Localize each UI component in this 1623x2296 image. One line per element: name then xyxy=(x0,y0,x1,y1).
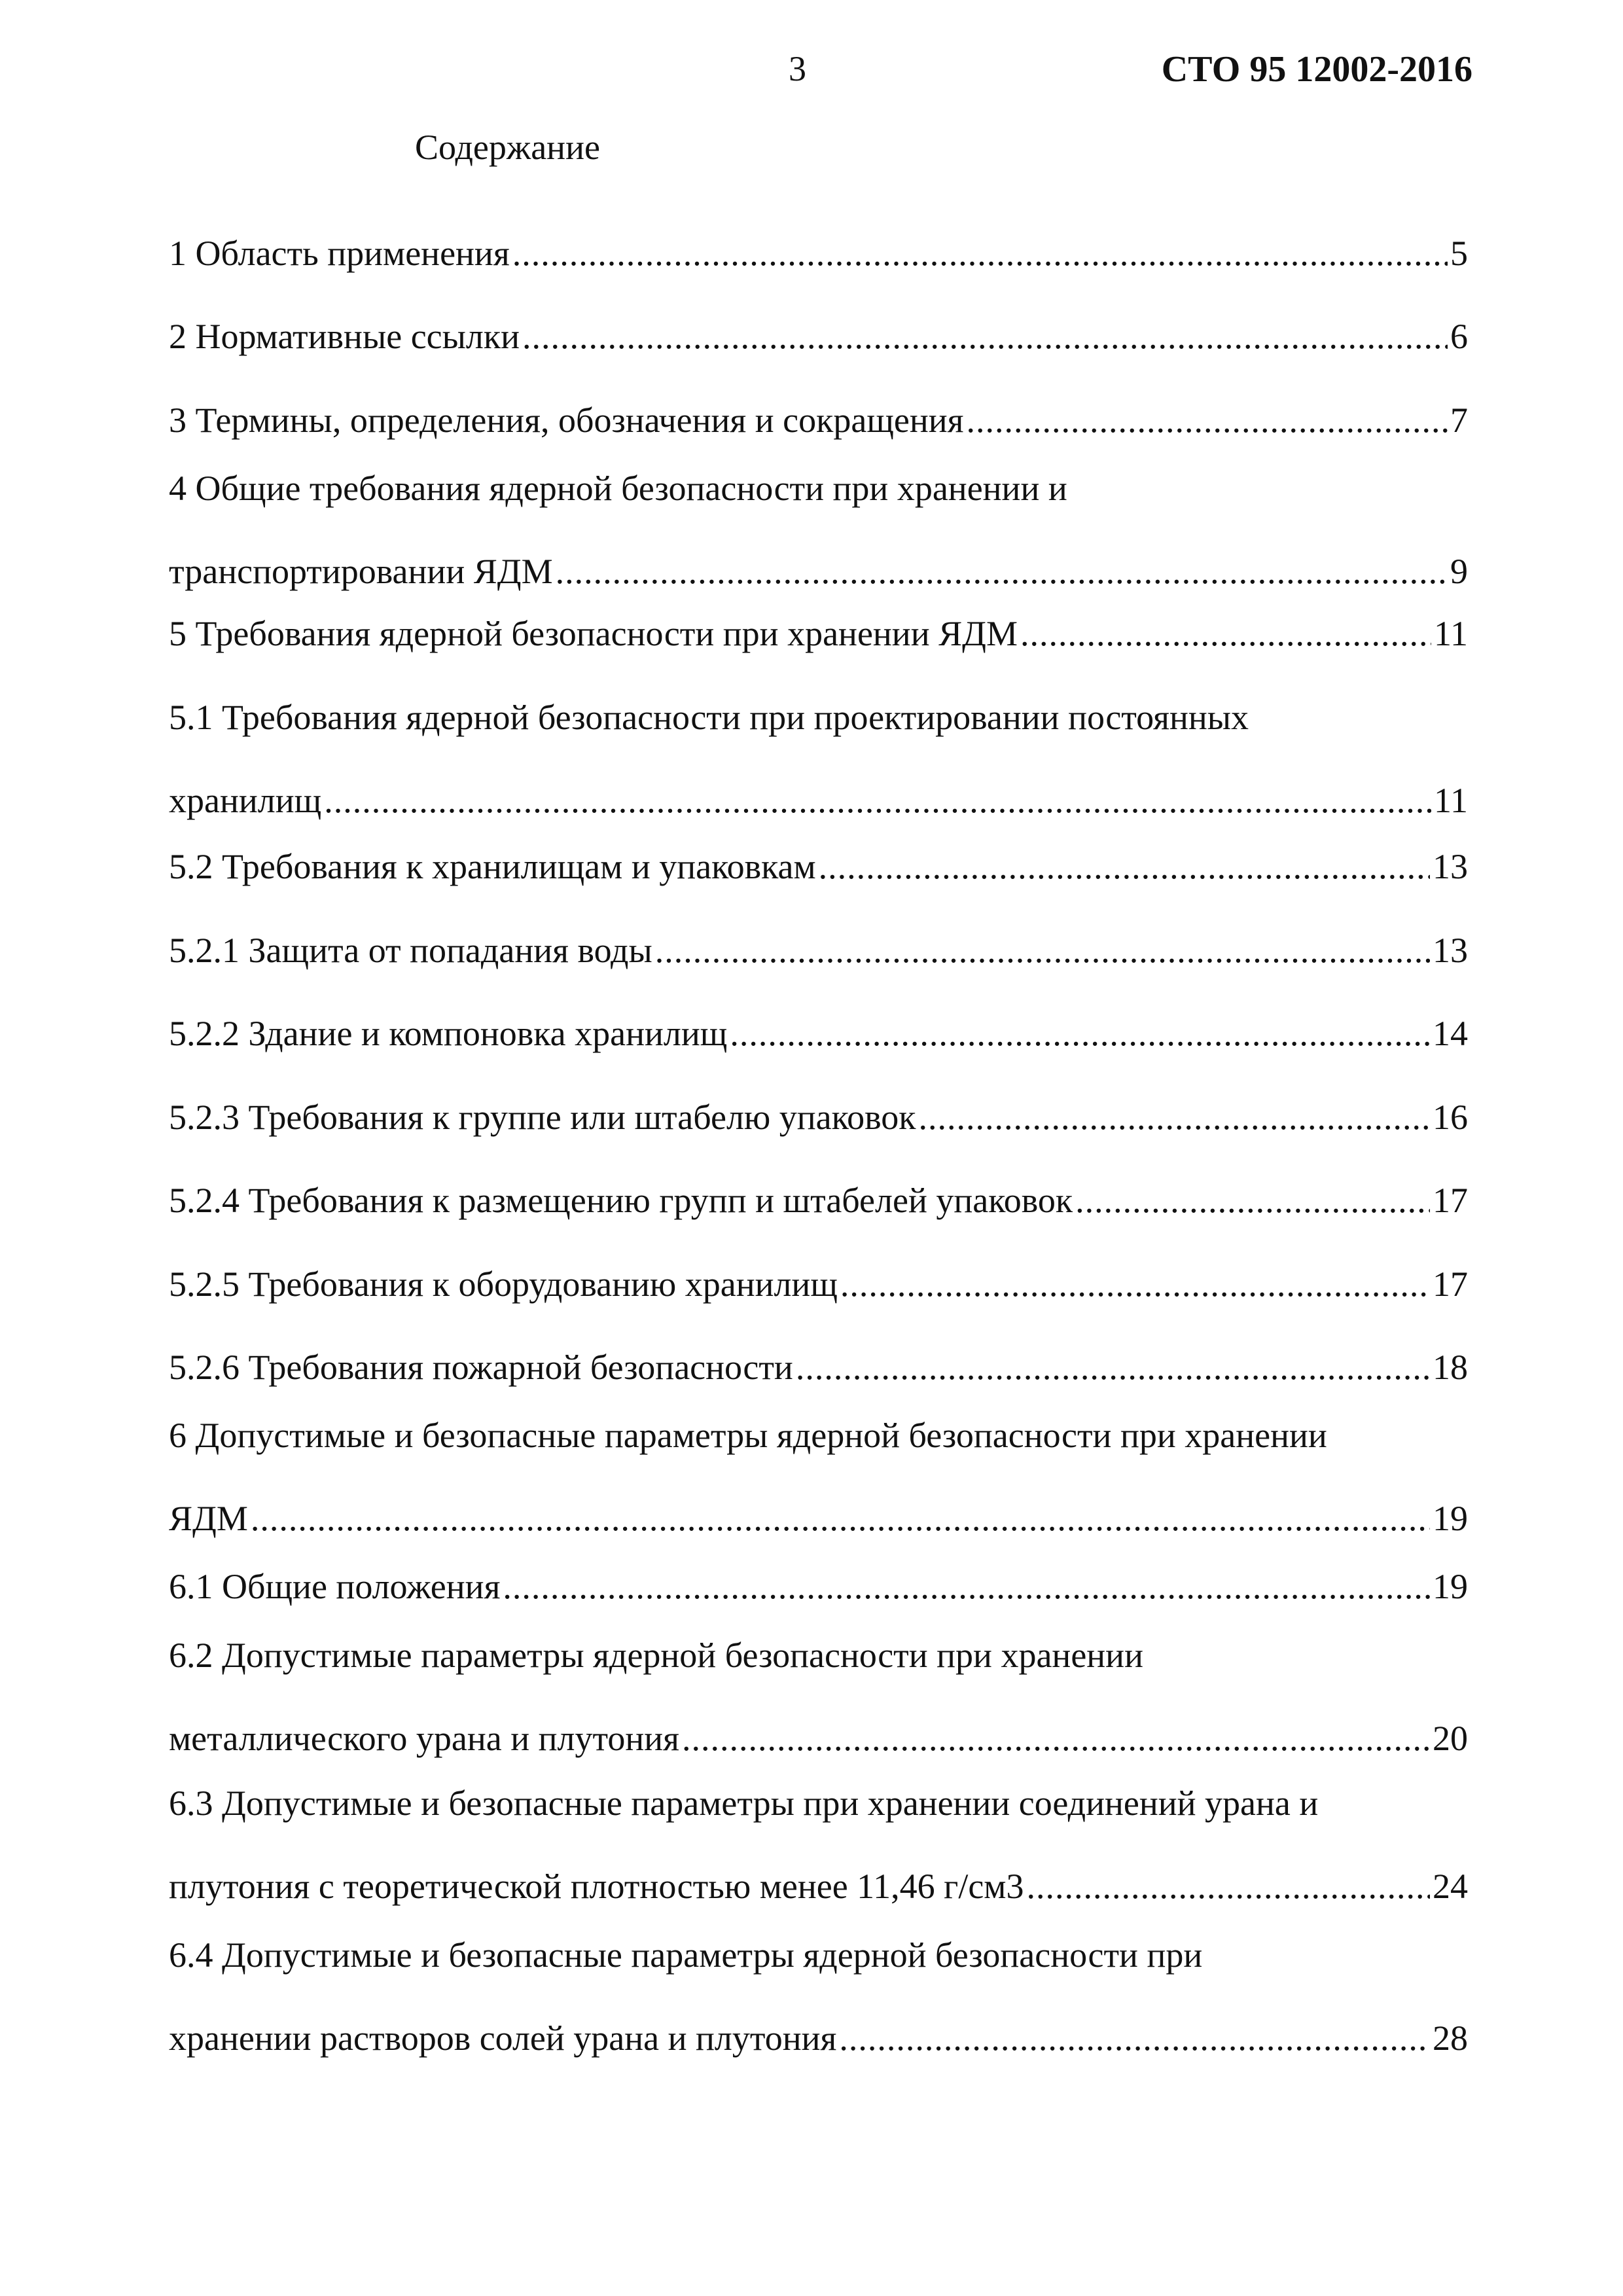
toc-leader-dots xyxy=(819,846,1430,888)
toc-leader-dots xyxy=(522,315,1448,357)
toc-entry-text: 5.2.2 Здание и компоновка хранилищ xyxy=(169,1014,728,1053)
toc-entry-14 xyxy=(169,1414,1468,1539)
toc-entry-text: 3 Термины, определения, обозначения и сокращения xyxy=(169,401,964,440)
toc-entry-first-line: 6.3 Допустимые и безопасные параметры при хранении соединений урана и xyxy=(169,1784,1319,1823)
toc-page-number: 18 xyxy=(1433,1348,1468,1387)
toc-entry-first-line: 6 Допустимые и безопасные параметры ядерной безопасности при хранении xyxy=(169,1416,1327,1455)
toc-leader-dots xyxy=(1026,1865,1430,1907)
toc-page-number: 17 xyxy=(1433,1181,1468,1220)
toc-leader-dots xyxy=(512,232,1448,274)
toc-page-number: 16 xyxy=(1433,1098,1468,1137)
toc-entry-text: металлического урана и плутония xyxy=(169,1719,679,1758)
toc-page-number: 19 xyxy=(1433,1499,1468,1538)
toc-entry-text: 5.2 Требования к хранилищам и упаковкам xyxy=(169,847,816,886)
page-number: 3 xyxy=(789,49,806,88)
toc-leader-dots xyxy=(503,1566,1430,1607)
toc-entry-text: 2 Нормативные ссылки xyxy=(169,317,520,356)
toc-entry-7 xyxy=(169,846,1468,888)
toc-page-number: 5 xyxy=(1450,234,1468,273)
toc-leader-dots xyxy=(324,780,1431,821)
toc-leader-dots xyxy=(1020,613,1431,655)
toc-leader-dots xyxy=(556,550,1448,592)
toc-leader-dots xyxy=(682,1717,1430,1759)
toc-page-number: 19 xyxy=(1433,1567,1468,1606)
toc-entry-text: 1 Область применения xyxy=(169,234,510,273)
toc-entry-15 xyxy=(169,1566,1468,1607)
document-code: СТО 95 12002-2016 xyxy=(1161,49,1472,90)
toc-entry-text: 5 Требования ядерной безопасности при хранении ЯДМ xyxy=(169,614,1018,653)
toc-entry-5 xyxy=(169,613,1468,655)
toc-entry-9 xyxy=(169,1013,1468,1054)
toc-entry-text: транспортировании ЯДМ xyxy=(169,552,553,591)
toc-entry-first-line: 4 Общие требования ядерной безопасности при хранении и xyxy=(169,469,1067,508)
toc-page-number: 11 xyxy=(1434,781,1468,820)
toc-entry-4 xyxy=(169,467,1468,592)
toc-leader-dots xyxy=(919,1096,1431,1138)
toc-entry-10 xyxy=(169,1096,1468,1138)
toc-leader-dots xyxy=(840,1263,1430,1305)
toc-leader-dots xyxy=(730,1013,1430,1054)
toc-entry-6 xyxy=(169,696,1468,821)
toc-entry-11 xyxy=(169,1179,1468,1221)
toc-page-number: 17 xyxy=(1433,1265,1468,1304)
toc-page-number: 13 xyxy=(1433,847,1468,886)
toc-entry-text: 5.2.5 Требования к оборудованию хранилищ xyxy=(169,1265,838,1304)
toc-entry-text: плутония с теоретической плотностью менее 11,46 г/см3 xyxy=(169,1867,1024,1906)
toc-entry-2 xyxy=(169,315,1468,357)
toc-entry-8 xyxy=(169,929,1468,971)
toc-leader-dots xyxy=(1075,1179,1430,1221)
toc-entry-13 xyxy=(169,1346,1468,1388)
toc-page-number: 14 xyxy=(1433,1014,1468,1053)
toc-entry-text: 5.2.1 Защита от попадания воды xyxy=(169,931,652,970)
toc-entry-text: хранении растворов солей урана и плутония xyxy=(169,2018,837,2058)
toc-leader-dots xyxy=(796,1346,1430,1388)
toc-entry-text: хранилищ xyxy=(169,781,322,820)
toc-entry-text: 5.2.3 Требования к группе или штабелю упаковок xyxy=(169,1098,916,1137)
toc-entry-12 xyxy=(169,1263,1468,1305)
toc-entry-text: 5.2.4 Требования к размещению групп и штабелей упаковок xyxy=(169,1181,1073,1220)
toc-entry-first-line: 6.2 Допустимые параметры ядерной безопасности при хранении xyxy=(169,1636,1143,1675)
toc-page-number: 20 xyxy=(1433,1719,1468,1758)
toc-entry-17 xyxy=(169,1782,1468,1907)
toc-title: Содержание xyxy=(415,128,600,167)
toc-entry-1 xyxy=(169,232,1468,274)
toc-page-number: 13 xyxy=(1433,931,1468,970)
toc-entry-16 xyxy=(169,1634,1468,1759)
toc-leader-dots xyxy=(251,1498,1430,1539)
toc-page-number: 6 xyxy=(1450,317,1468,356)
toc-entry-text: 5.2.6 Требования пожарной безопасности xyxy=(169,1348,793,1387)
toc-entry-first-line: 5.1 Требования ядерной безопасности при проектировании постоянных xyxy=(169,698,1249,737)
toc-page-number: 28 xyxy=(1433,2018,1468,2058)
toc-page-number: 24 xyxy=(1433,1867,1468,1906)
toc-page-number: 11 xyxy=(1434,614,1468,653)
toc-leader-dots xyxy=(655,929,1430,971)
toc-entry-text: 6.1 Общие положения xyxy=(169,1567,501,1606)
toc-entry-3 xyxy=(169,399,1468,441)
toc-leader-dots xyxy=(839,2017,1430,2059)
toc-entry-18 xyxy=(169,1934,1468,2059)
toc-page-number: 7 xyxy=(1450,401,1468,440)
toc-page-number: 9 xyxy=(1450,552,1468,591)
toc-entry-text: ЯДМ xyxy=(169,1499,248,1538)
toc-leader-dots xyxy=(967,399,1448,441)
toc-entry-first-line: 6.4 Допустимые и безопасные параметры ядерной безопасности при xyxy=(169,1935,1203,1975)
